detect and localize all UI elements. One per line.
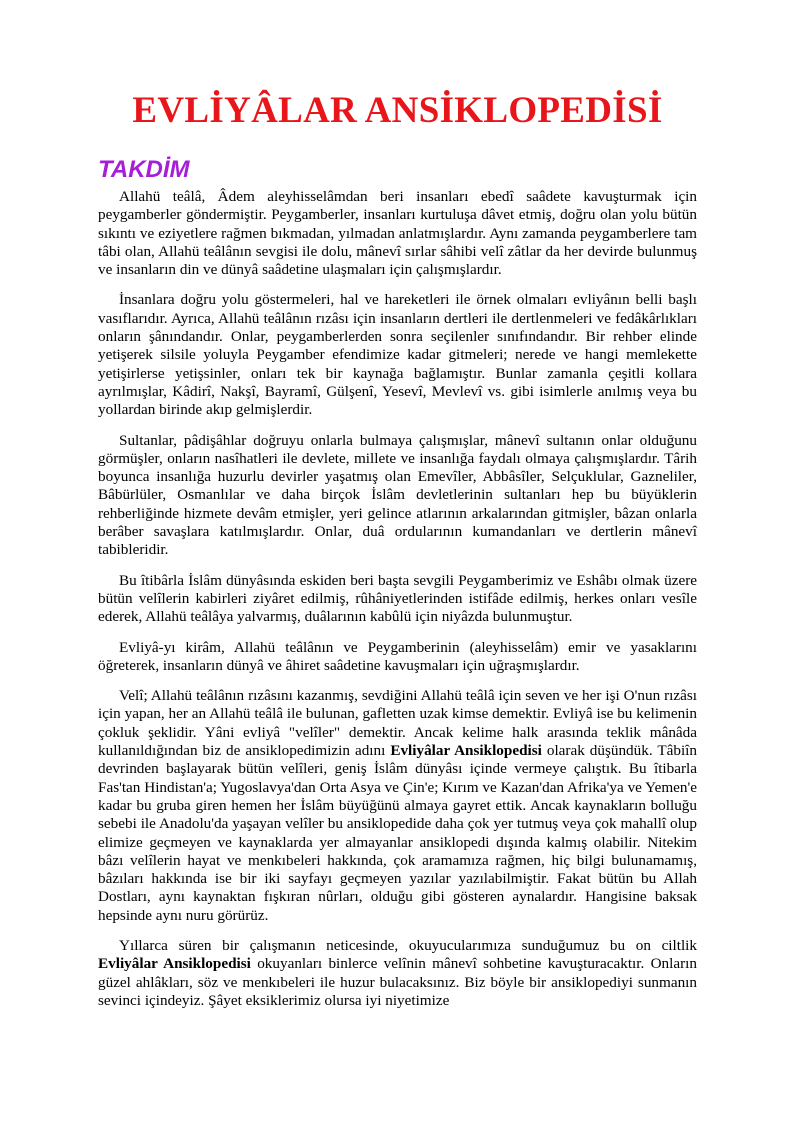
encyclopedia-name-bold: Evliyâlar Ansiklopedisi [98, 955, 251, 973]
paragraph: İnsanlara doğru yolu göstermeleri, hal ve hareketleri ile örnek olmaları evliyânın belli başlı vasıflarıdır. Ayrıca, Allahü teâlânın rızâsı için insanların dertleri ile dertlenmeleri ve fedâkârlıkları onların şânındandır. Onlar, peygamberlerden sonra seçilenler sınıfındandır. Bir rehber elinde yetişerek silsile yoluyla Peygamber efendimize kadar gitmeleri; nerede ve hangi memlekette yetişirlerse yetişsinler, onları tek bir kaynağa bağlamıştır. Bunlar zamanla çeşitli kollara ayrılmışlar, Kâdirî, Nakşî, Bayramî, Gülşenî, Yesevî, Mevlevî vs. gibi isimlerle anılmış veya bu yollardan birinde akıp gelmişlerdir. [98, 291, 697, 419]
document-title: EVLİYÂLAR ANSİKLOPEDİSİ [132, 90, 663, 131]
section-heading: TAKDİM [98, 156, 190, 183]
paragraph: Sultanlar, pâdişâhlar doğruyu onlarla bulmaya çalışmışlar, mânevî sultanın onlar olduğunu görmüşler, onların nasîhatleri ile devlete, millete ve insanlığa faydalı olmaya çalışmışlardır. Târih boyunca insanlığa huzurlu devirler yaşatmış olan Emevîler, Abbâsîler, Selçuklular, Gazneliler, Bâbürlüler, Osmanlılar ve daha birçok İslâm devletlerinin sultanları hep bu büyüklerin rehberliğinde hizmete devâm etmişler, yeri gelince atlarının arkalarından gitmişler, bâzan onlarla berâber savaşlara katılmışlardır. Onlar, duâ ordularının kumandanları ve dertlerin mânevî tabibleridir. [98, 431, 697, 559]
paragraph: Allahü teâlâ, Âdem aleyhisselâmdan beri insanları ebedî saâdete kavuşturmak için peygamberler göndermiştir. Peygamberler, insanları kurtuluşa dâvet etmiş, doğru olan yolu bütün sıkıntı ve eziyetlere rağmen bıkmadan, yılmadan anlatmışlardır. Aynı zamanda peygamberlere tam tâbi olan, Allahü teâlânın sevgisi ile dolu, mânevî sırlar sâhibi velî zâtlar da her devirde bulunmuş ve insanların din ve dünyâ saâdetine ulaşmaları için çalışmışlardır. [98, 188, 697, 279]
paragraph: Velî; Allahü teâlânın rızâsını kazanmış, sevdiğini Allahü teâlâ için seven ve her işi O'nun rızâsı için yapan, her an Allahü teâlâ ile bulunan, gafletten uzak kimse demektir. Evliyâ ise bu kelimenin çokluk şeklidir. Yâni evliyâ "velîler" demektir. Ancak kelime halk arasında teklik mânâda kullanıldığından biz de ansiklopedimizin adını Evliyâlar Ansiklopedisi olarak düşündük. Tâbiîn devrinden başlayarak bütün velîleri, geniş İslâm dünyâsı içinde vermeye çalıştık. Bu îtibarla Fas'tan Hindistan'a; Yugoslavya'dan Orta Asya ve Çin'e; Kırım ve Kazan'dan Afrika'ya ve Yemen'e kadar bu gruba giren hemen her İslâm büyüğünü almaya gayret ettik. Ancak kaynakların bolluğu sebebi ile Anadolu'da yaşayan velîler bu ansiklopedide daha çok yer tutmuş veya çok mahallî olup elimize geçmeyen ve kaynaklarda yer almayanlar ansiklopedi dışında kalmış olabilir. Nitekim bâzı velîlerin hayat ve menkıbeleri hakkında, çok aramamıza rağmen, hiç bilgi bulunamamış, bâzıları hakkında ise bir iki sayfayı geçmeyen yazılar yazılabilmiştir. Fakat bütün bu Allah Dostları, aynı kaynaktan fışkıran nûrları, olduğu gibi gösteren aynalardır. Hangisine baksak hepsinde aynı nuru görürüz. [98, 687, 697, 924]
paragraph: Yıllarca süren bir çalışmanın neticesinde, okuyucularımıza sunduğumuz bu on ciltlik Evliyâlar Ansiklopedisi okuyanları binlerce velînin mânevî sohbetine kavuşturacaktır. Onların güzel ahlâkları, söz ve menkıbeleri ile huzur bulacaksınız. Biz böyle bir ansiklopediyi sunmanın sevinci içindeyiz. Şâyet eksiklerimiz olursa iyi niyetimize [98, 936, 697, 1009]
paragraph: Evliyâ-yı kirâm, Allahü teâlânın ve Peygamberinin (aleyhisselâm) emir ve yasaklarını öğreterek, insanların dünyâ ve âhiret saâdetine kavuşmaları için uğraşmışlardır. [98, 638, 697, 674]
paragraph: Bu îtibârla İslâm dünyâsında eskiden beri başta sevgili Peygamberimiz ve Eshâbı olmak üzere bütün velîlerin kabirleri ziyâret edilmiş, rûhâniyetlerinden istifâde edilmiş, herkes onları vesîle ederek, Allahü teâlâya yalvarmış, duâlarının kabûlü için niyâzda bulunmuştur. [98, 571, 697, 626]
encyclopedia-name-bold: Evliyâlar Ansiklopedisi [390, 742, 542, 760]
